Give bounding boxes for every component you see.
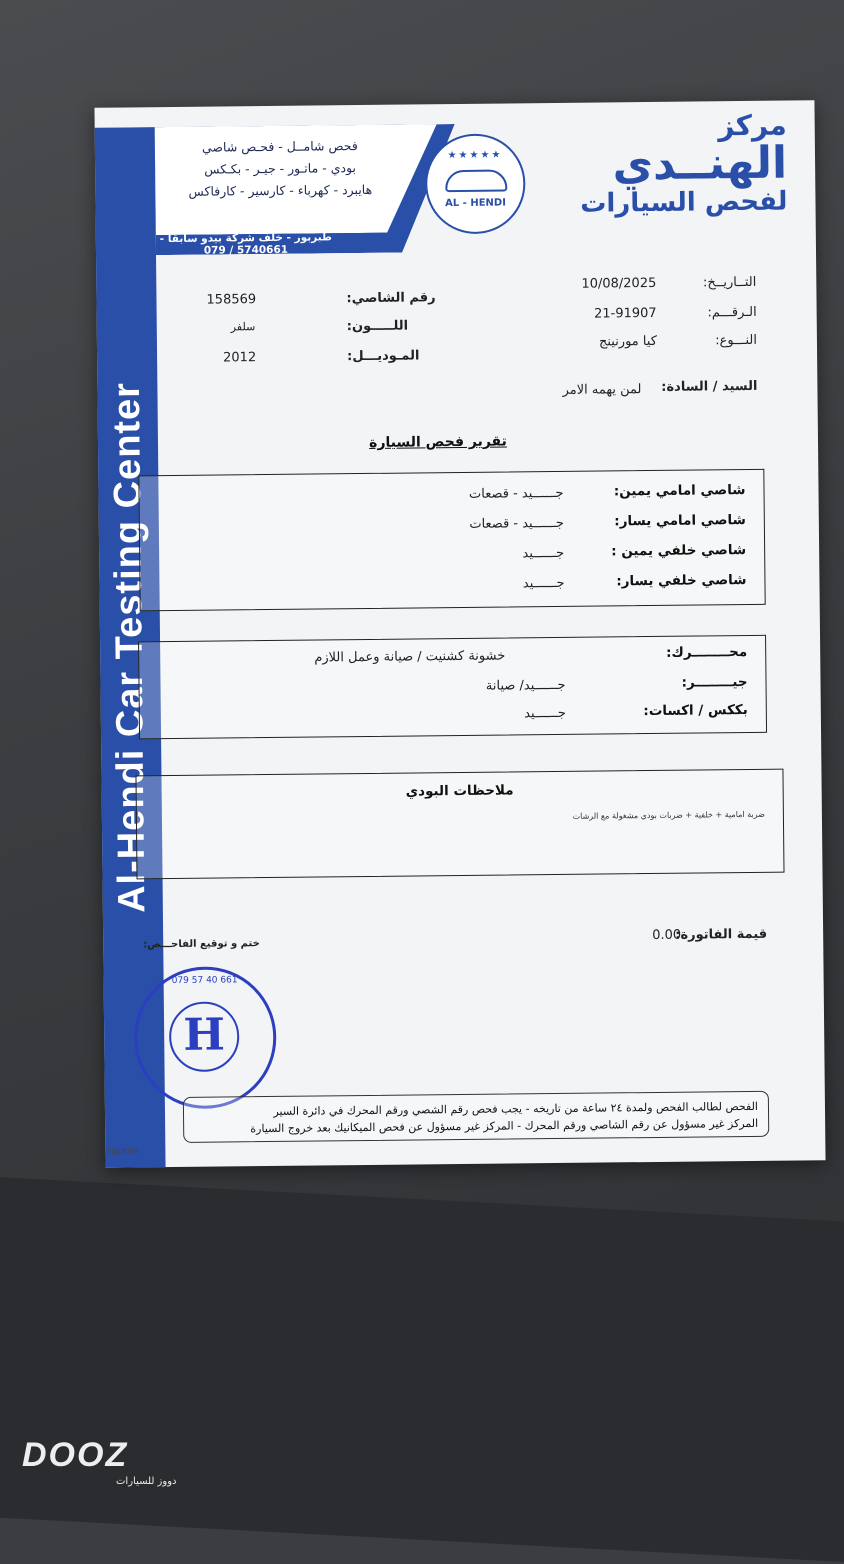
brand-line-1: مركز [718,108,787,143]
color-value: سلفر [230,320,256,334]
chassis-row-value: جــــــيد [522,575,565,592]
report-title: تقرير فحص السيارة [369,433,507,451]
sidebar-title: Al-Hendi Car Testing Center [105,381,154,914]
service-line: بودي - ماتـور - جيـر - بكـكس [204,160,357,177]
stamp-letter: H [183,1009,226,1061]
desk-edge [0,1176,844,1564]
center-logo [425,133,526,234]
invoice-label: قيمة الفاتورة: [675,926,768,943]
mechanical-row-label: جيــــــــر: [681,673,748,691]
service-line: هايبرد - كهرباء - كارسير - كارفاكس [188,181,373,199]
recipient-label: السيد / السادة: [661,378,758,395]
mechanical-section [138,635,767,740]
chassis-row-value: جــــــيد - قصعات [468,485,564,502]
date-value: 10/08/2025 [581,275,657,292]
model-label: المـوديـــل: [347,348,420,365]
footer-disclaimer [183,1091,769,1143]
body-notes-title: ملاحظات البودي [405,782,514,800]
inspector-stamp [133,966,276,1109]
mechanical-row-label: محــــــــرك: [665,643,748,661]
chassis-row-label: شاصي خلفي يسار: [616,571,747,590]
form-code: FJ@2020 [107,1147,139,1156]
disclaimer-line: الفحص لطالب الفحص ولمدة ٢٤ ساعة من تاريخه - يجب فحص رقم الشصي ورقم المحرك في دائرة السير [273,1099,759,1118]
body-notes-section [135,769,784,880]
number-value: 21-91907 [593,305,657,322]
mechanical-row-value: جــــــيد [524,705,566,722]
stamp-phone: 079 57 40 661 [171,975,238,987]
brand-line-2: الهنــدي [612,137,788,191]
invoice-value: 0.00 [652,927,682,944]
mechanical-row-value: جــــــيد/ صيانة [485,677,566,694]
model-value: 2012 [223,350,257,366]
signature-label: ختم و توقيع الفاحـــص: [143,938,260,951]
watermark-logo: DOOZ [22,1436,129,1474]
chassis-label: رقم الشاصي: [346,290,436,307]
date-label: التــاريــخ: [702,274,757,291]
chassis-row-label: شاصي امامي يسار: [614,512,746,530]
disclaimer-line: المركز غير مسؤول عن رقم الشاصي ورقم المحرك - المركز غير مسؤول عن فحص الميكانيك بعد خروج السيارة [250,1116,759,1136]
car-icon [445,169,507,192]
brand-title [579,108,788,219]
site-watermark [22,1436,192,1496]
stamp-emblem [169,1001,240,1072]
type-value: كيا مورنينج [598,333,658,350]
inspection-report-paper [94,100,825,1167]
watermark-subtitle: دووز للسيارات [116,1476,177,1487]
center-address: طبربور - خلف شركة بيدو سابقا - 5740661 / 079 [159,231,332,257]
mechanical-row-value: خشونة كشنيت / صيانة وعمل اللازم [314,648,506,666]
logo-text: AL - HENDI [445,197,506,210]
color-label: اللـــــون: [346,318,409,335]
chassis-row-value: جــــــيد - قصعات [469,515,564,532]
chassis-value: 158569 [206,292,257,308]
brand-line-3: لفحص السيارات [580,186,788,219]
recipient-value: لمن يهمه الامر [562,382,642,398]
chassis-row-value: جــــــيد [522,545,565,562]
body-notes-text: ضربة امامية + خلفية + ضربات بودي مشغولة مع الرشات [572,809,765,821]
services-list [165,135,396,203]
logo-stars-icon: ★★★★★ [447,149,503,162]
chassis-section [138,469,765,612]
mechanical-row-label: بككس / اكسات: [643,701,748,720]
chassis-row-label: شاصي خلفي يمين : [611,541,747,560]
chassis-row-label: شاصي امامي يمين: [613,482,746,500]
service-line: فحص شامــل - فحـص شاصي [201,138,358,155]
number-label: الـرقـــم: [707,304,757,321]
type-label: النـــوع: [715,332,758,349]
